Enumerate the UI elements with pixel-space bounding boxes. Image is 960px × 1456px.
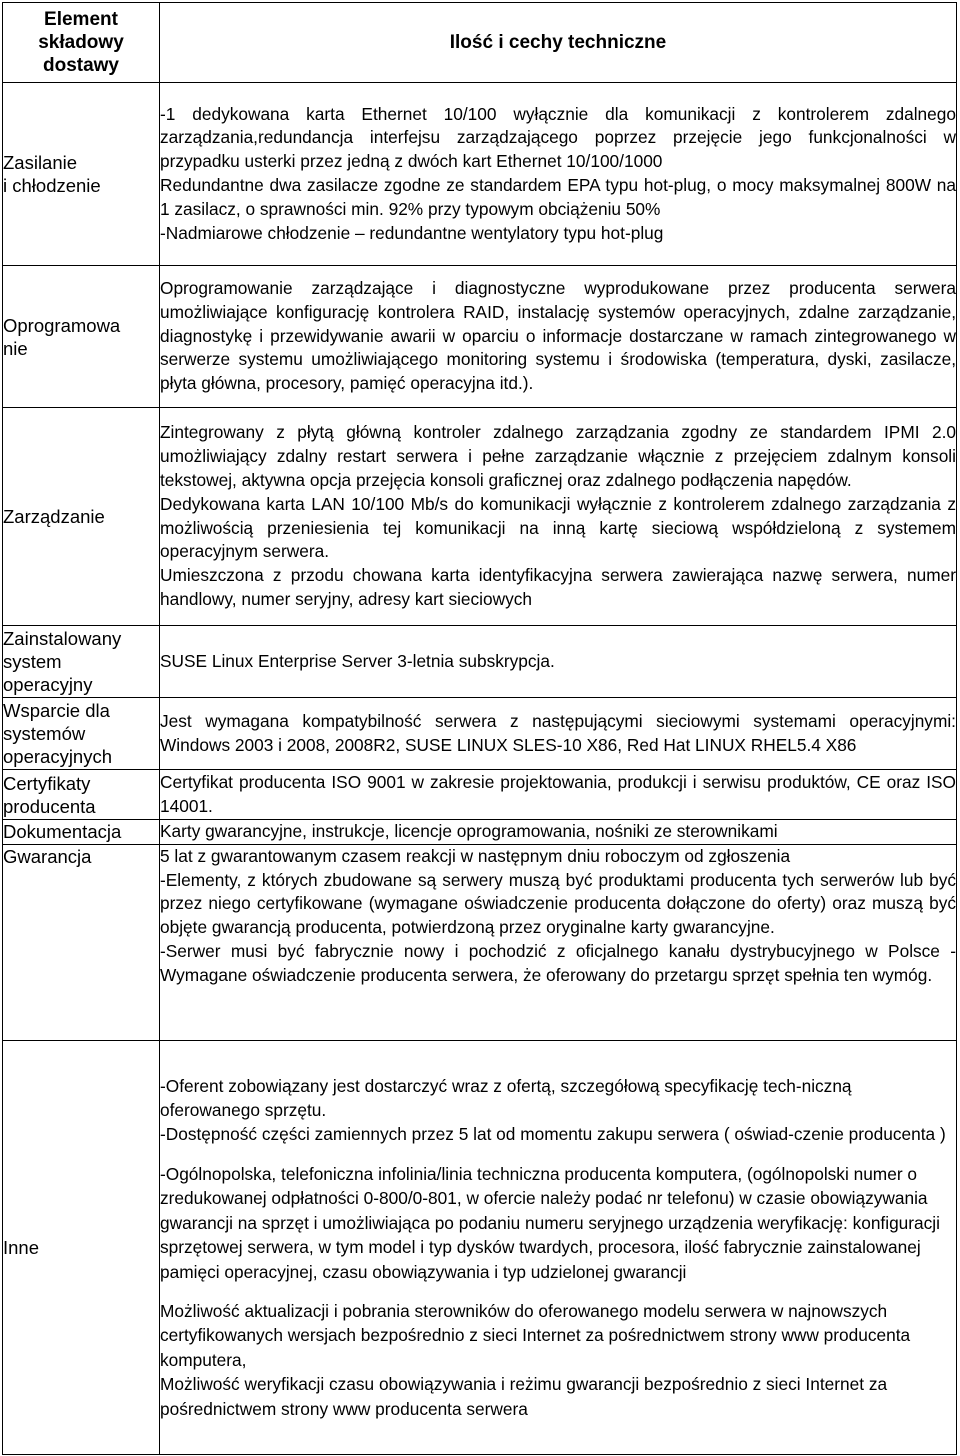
row-label-zarzadzanie: Zarządzanie [3,408,160,626]
row-label-inne: Inne [3,1040,160,1454]
certyfikaty-text: Certyfikat producenta ISO 9001 w zakresie projektowania, produkcji i serwisu produktów, CE oraz ISO 14001. [160,771,956,816]
spec-table [2,2,957,1455]
row-value-zasilanie [160,83,957,266]
inne-warranty-check-text: Możliwość weryfikacji czasu obowiązywania i reżimu gwarancji bezpośrednio z sieci Internet za pośrednictwem strony www producenta serwera [160,1374,888,1419]
row-value-certyfikaty [160,770,957,820]
row-label-gwarancja: Gwarancja [3,844,160,1040]
row-label-system: Zainstalowany system operacyjny [3,626,160,698]
header-element: Element składowy dostawy [3,3,160,83]
oprogramowanie-text: Oprogramowanie zarządzające i diagnostyczne wyprodukowane przez producenta serwera umożliwiające konfigurację kontrolera RAID, instalację systemów operacyjnych, zdalne zarządzanie, diagnostykę i przewidywanie awarii w oparciu o informacje dostarczane w ramach zintegrowanego w serwerze systemu umożliwiającego monitoring systemu i środowiska (temperatura, dyski, zasilacze, płyta główna, procesory, pamięć operacyjna itd.). [160,278,956,394]
inne-spec-text: -Oferent zobowiązany jest dostarczyć wraz z ofertą, szczegółową specyfikację tech-niczną oferowanego sprzętu. [160,1075,852,1121]
row-label-dokumentacja: Dokumentacja [3,820,160,845]
row-label-zasilanie: Zasilanie i chłodzenie [3,83,160,266]
row-zarzadzanie [3,408,957,626]
table-header-row [3,3,957,83]
zarzadzanie-card-text: Umieszczona z przodu chowana karta identyfikacyjna serwera zawierająca nazwę serwera, numer handlowy, numer seryjny, adresy kart sieciowych [160,565,956,609]
gwarancja-period-text: 5 lat z gwarantowanym czasem reakcji w następnym dniu roboczym od zgłoszenia [160,845,791,866]
row-value-dokumentacja [160,820,957,845]
row-wsparcie [3,698,957,770]
inne-hotline-text: -Ogólnopolska, telefoniczna infolinia/linia techniczna producenta komputera, (ogólnopolski numer o zredukowanej odpłatności 0-800/0-801, w ofercie należy podać nr telefonu) w czasie obowiązywania gwarancji na sprzęt i umożliwiająca po podaniu numeru seryjnego urządzenia weryfikację: konfiguracji sprzętowej serwera, w tym model i typ dysków twardych, procesora, ilość fabrycznie zainstalowanej pamięci operacyjnej, czasu obowiązywania i typ udzielonej gwarancji [160,1163,940,1282]
row-oprogramowanie [3,266,957,408]
row-value-oprogramowanie [160,266,957,408]
zarzadzanie-lan-text: Dedykowana karta LAN 10/100 Mb/s do komunikacji wyłącznie z kontrolerem zdalnego zarządzania z możliwością przeniesienia tej komunikacji na inną kartę sieciową współdzieloną z systemem operacyjnym serwera. [160,493,956,562]
gwarancja-elements-text: -Elementy, z których zbudowane są serwery muszą być produktami producenta tych serwerów lub być przez niego certyfikowane (wymagane oświadczenie producenta dołączone do oferty) oraz muszą być objęte gwarancją producenta, potwierdzoną przez oryginalne karty gwarancyjne. [160,869,956,938]
row-value-wsparcie [160,698,957,770]
row-zasilanie [3,83,957,266]
gwarancja-new-text: -Serwer musi być fabrycznie nowy i pochodzić z oficjalnego kanału dystrybucyjnego w Polsce - Wymagane oświadczenie producenta serwera, że oferowany do przetargu sprzęt spełnia ten wymóg. [160,940,956,985]
row-value-inne [160,1040,957,1454]
row-value-gwarancja [160,844,957,1040]
zasilanie-psu-text: Redundantne dwa zasilacze zgodne ze standardem EPA typu hot-plug, o mocy maksymalnej 800W na 1 zasilacz, o sprawności min. 92% przy typowym obciążeniu 50% [160,175,956,219]
row-label-oprogramowanie: Oprogramowa nie [3,266,160,408]
inne-parts-text: -Dostępność części zamiennych przez 5 lat od momentu zakupu serwera ( oświad-czenie producenta ) [160,1124,946,1145]
header-specs: Ilość i cechy techniczne [160,3,957,83]
zasilanie-ethernet-text: -1 dedykowana karta Ethernet 10/100 wyłącznie dla komunikacji z kontrolerem zdalnego zarządzania,redundancja interfejsu zarządzającego poprzez przejęcie jego funkcjonalności w przypadku usterki przez jedną z dwóch kart Ethernet 10/100/1000 [160,103,956,172]
inne-drivers-text: Możliwość aktualizacji i pobrania sterowników do oferowanego modelu serwera w najnowszych certyfikowanych wersjach bezpośrednio z sieci Internet za pośrednictwem strony www producenta komputera, [160,1300,911,1370]
row-inne [3,1040,957,1454]
dokumentacja-text: Karty gwarancyjne, instrukcje, licencje oprogramowania, nośniki ze sterownikami [160,821,778,841]
row-gwarancja [3,844,957,1040]
zarzadzanie-ipmi-text: Zintegrowany z płytą główną kontroler zdalnego zarządzania zgodny ze standardem IPMI 2.0 umożliwiający zdalny restart serwera i pełne zarządzanie włącznie z przejęciem zdalnym konsoli tekstowej, aktywna opcja przejęcia konsoli graficznej oraz zdalnego podłączenia napędów. [160,422,956,490]
wsparcie-text: Jest wymagana kompatybilność serwera z następującymi sieciowymi systemami operacyjnymi: Windows 2003 i 2008, 2008R2, SUSE LINUX SLES-10 X86, Red Hat LINUX RHEL5.4 X86 [160,710,956,755]
row-dokumentacja [3,820,957,845]
row-label-wsparcie: Wsparcie dla systemów operacyjnych [3,698,160,770]
row-value-zarzadzanie [160,408,957,626]
row-label-certyfikaty: Certyfikaty producenta [3,770,160,820]
system-text: SUSE Linux Enterprise Server 3-letnia subskrypcja. [160,650,555,671]
row-value-system [160,626,957,698]
zasilanie-cooling-text: -Nadmiarowe chłodzenie – redundantne wentylatory typu hot-plug [160,222,664,243]
row-system [3,626,957,698]
row-certyfikaty [3,770,957,820]
